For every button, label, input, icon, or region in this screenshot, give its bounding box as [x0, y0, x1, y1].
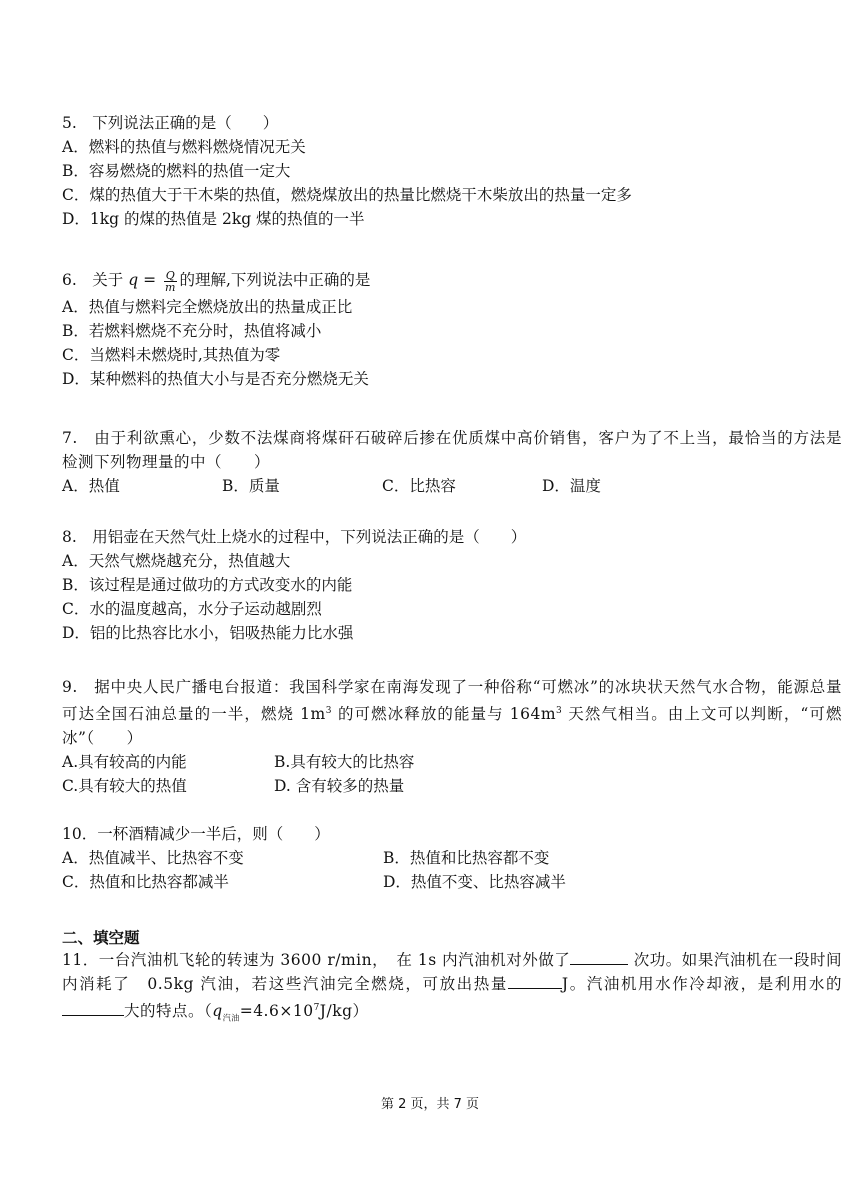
question-8-option-c: C．水的温度越高，水分子运动越剧烈 [62, 600, 322, 618]
formula-numerator: Q [165, 268, 175, 282]
heat-value-subscript: 汽油 [222, 1013, 240, 1023]
question-8-option-b: B．该过程是通过做功的方式改变水的内能 [62, 576, 353, 594]
exponent: 7 [313, 1003, 320, 1013]
question-7-option-c: C．比热容 [382, 477, 456, 495]
question-6-stem-suffix: 的理解,下列说法中正确的是 [179, 271, 371, 289]
answer-blank-2[interactable] [508, 972, 562, 989]
question-6-stem-prefix: 6. 关于 [62, 271, 129, 289]
question-9-stem-part-c: 天然气相当。由上文可以判断，“可燃冰”（ ） [62, 705, 842, 748]
question-10 [62, 822, 842, 894]
question-9-stem-part-b: 的可燃冰释放的能量与 164m [331, 705, 557, 724]
question-7-option-d: D．温度 [542, 477, 601, 495]
question-11-part-1: 11．一台汽油机飞轮的转速为 3600 r/min， 在 1s 内汽油机对外做了 [62, 951, 571, 969]
page-footer: 第 2 页，共 7 页 [380, 1097, 480, 1112]
question-11-part-5: =4.6×10 [239, 1002, 314, 1021]
question-9-sup-1: 3 [325, 706, 332, 716]
question-8 [62, 525, 842, 645]
question-6-option-a: A．热值与燃料完全燃烧放出的热量成正比 [62, 298, 353, 316]
question-6-option-c: C．当燃料未燃烧时,其热值为零 [62, 346, 281, 364]
formula-equals: = [138, 271, 161, 289]
question-11-part-2: 次功。如果汽油机在一段时间内消耗了 0.5kg 汽油，若这些汽油完全燃烧，可放出热量 [62, 951, 842, 993]
question-10-option-a: A．热值减半、比热容不变 [62, 849, 244, 867]
section-heading: 二、填空题 [62, 929, 140, 947]
question-7-option-b: B．质量 [222, 477, 280, 495]
question-9-stem [62, 675, 842, 750]
question-8-option-a: A．天然气燃烧越充分，热值越大 [62, 552, 291, 570]
question-9-stem-part-a: 9. 据中央人民广播电台报道：我国科学家在南海发现了一种俗称“可燃冰”的冰块状天然气水合物，能源总量可达全国石油总量的一半，燃烧 1m [62, 678, 842, 724]
question-10-options-row-2 [62, 870, 842, 894]
heat-value-symbol: q [212, 1002, 223, 1021]
question-5-option-a: A．燃料的热值与燃料燃烧情况无关 [62, 138, 306, 156]
question-5-option-c: C．煤的热值大于干木柴的热值，燃烧煤放出的热量比燃烧干木柴放出的热量一定多 [62, 186, 632, 204]
question-6-option-d: D．某种燃料的热值大小与是否充分燃烧无关 [62, 370, 369, 388]
question-7-options [62, 474, 842, 498]
answer-blank-1[interactable] [570, 948, 628, 965]
question-7-stem: 7. 由于利欲熏心，少数不法煤商将煤矸石破碎后掺在优质煤中高价销售，客户为了不上当，最恰当的方法是检测下列物理量的中（ ） [62, 429, 842, 471]
answer-blank-3[interactable] [62, 999, 124, 1016]
question-5-option-b: B．容易燃烧的燃料的热值一定大 [62, 162, 291, 180]
question-8-stem: 8. 用铝壶在天然气灶上烧水的过程中，下列说法正确的是（ ） [62, 528, 527, 546]
question-9-option-a: A.具有较高的内能 [62, 753, 187, 772]
formula-denominator: m [165, 280, 176, 294]
question-11-text [62, 948, 842, 1030]
question-5 [62, 111, 842, 231]
question-7 [62, 426, 842, 498]
question-7-option-a: A．热值 [62, 477, 120, 495]
question-11-part-6: J/kg） [319, 1002, 369, 1021]
question-10-options-row-1 [62, 846, 842, 870]
question-9-option-c: C.具有较大的热值 [62, 777, 187, 796]
question-11-part-3: J。汽油机用水作冷却液，是利用水的 [561, 975, 842, 993]
question-10-option-b: B．热值和比热容都不变 [383, 849, 550, 867]
formula-fraction [163, 270, 177, 293]
question-10-option-d: D．热值不变、比热容减半 [383, 873, 566, 891]
question-5-option-d: D．1kg 的煤的热值是 2kg 煤的热值的一半 [62, 210, 365, 228]
question-9 [62, 675, 842, 798]
question-9-option-d: D. 含有较多的热量 [274, 777, 405, 796]
question-11 [62, 948, 842, 1030]
question-10-option-c: C．热值和比热容都减半 [62, 873, 229, 891]
question-5-stem: 5. 下列说法正确的是（ ） [62, 114, 279, 132]
question-6-option-b: B．若燃料燃烧不充分时，热值将减小 [62, 322, 322, 340]
formula-lhs: q [128, 271, 139, 289]
question-8-option-d: D．铝的比热容比水小，铝吸热能力比水强 [62, 624, 354, 642]
question-9-option-b: B.具有较大的比热容 [274, 753, 415, 772]
question-10-stem: 10．一杯酒精减少一半后，则（ ） [62, 825, 330, 843]
question-11-part-4: 大的特点。（ [124, 1002, 213, 1021]
question-6-stem [62, 265, 842, 295]
question-6 [62, 265, 842, 391]
question-9-options-row-2 [62, 774, 842, 798]
question-9-sup-2: 3 [556, 706, 563, 716]
question-9-options-row-1 [62, 750, 842, 774]
